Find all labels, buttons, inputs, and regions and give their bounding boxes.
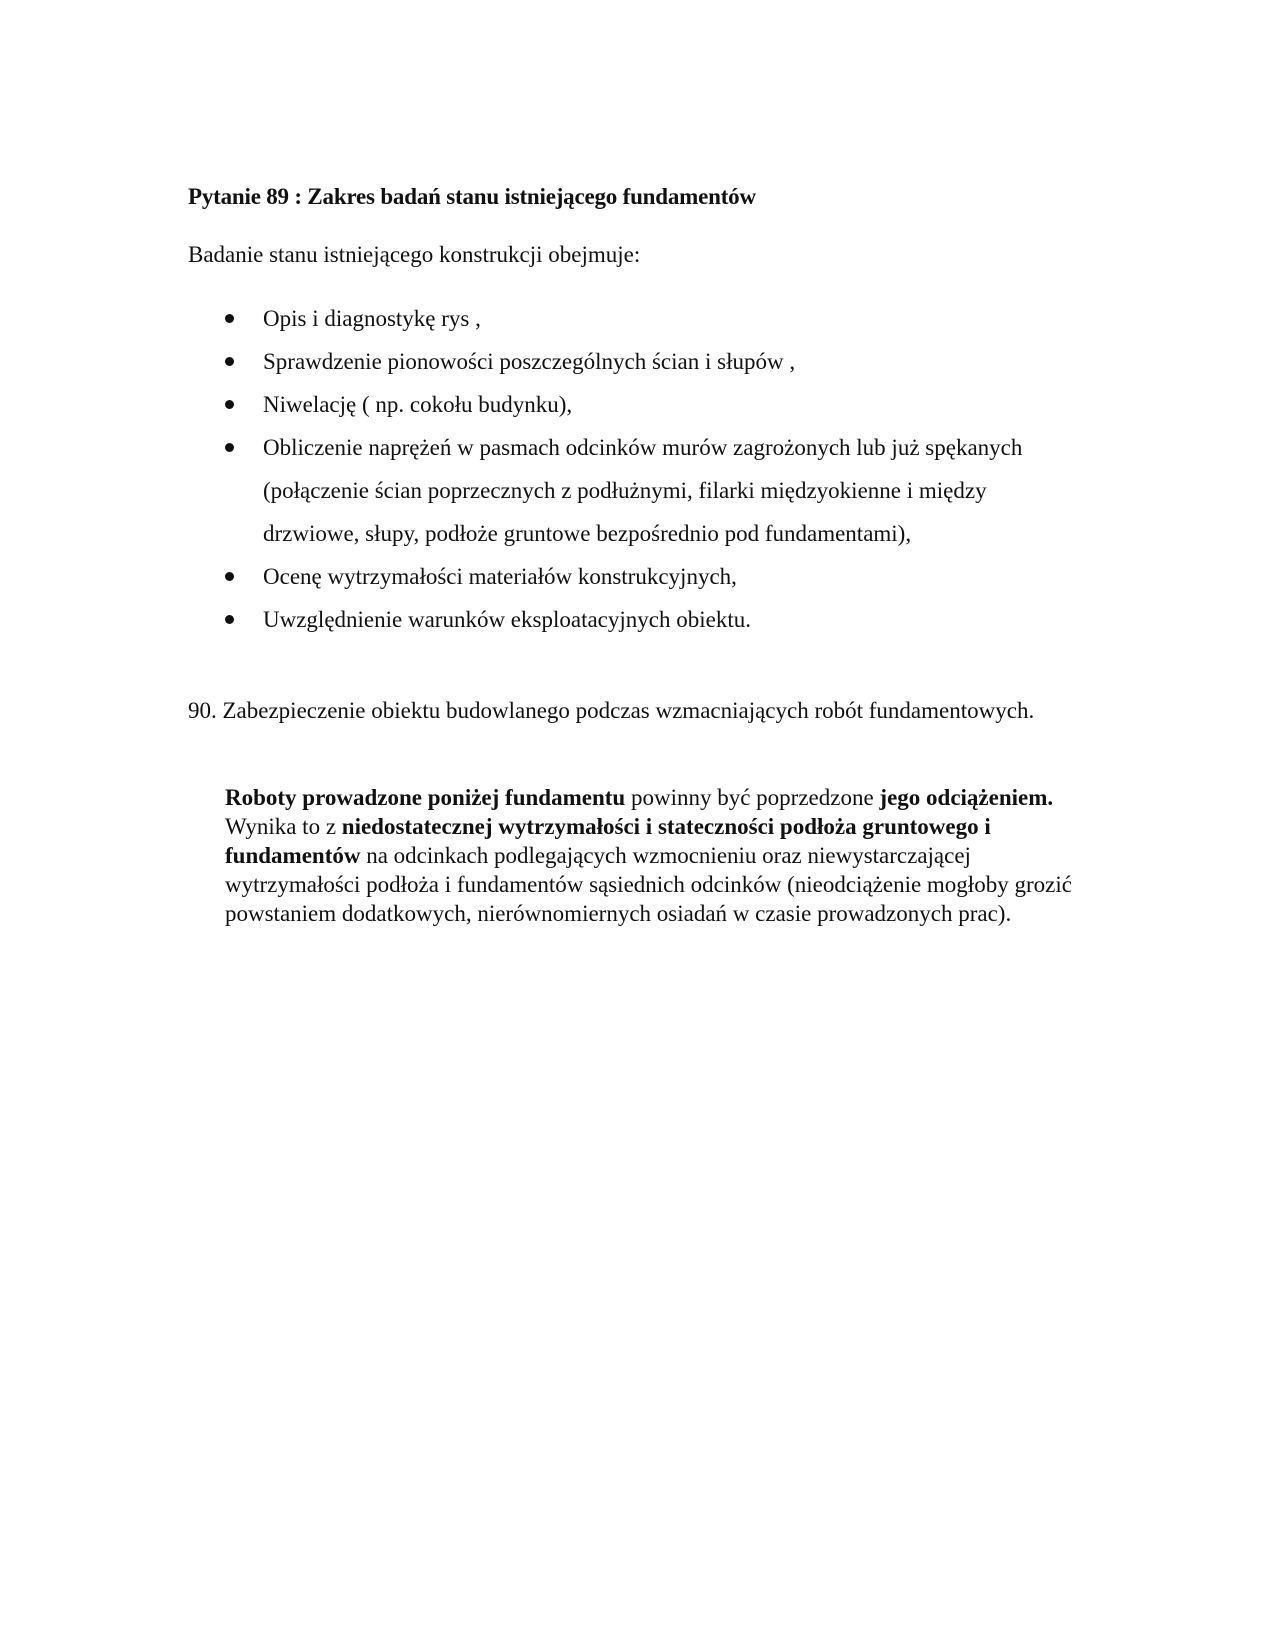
text-run: Wynika to z <box>225 814 342 839</box>
list-item-text: Sprawdzenie pionowości poszczególnych ścian i słupów , <box>263 349 796 374</box>
list-item-note: (połączenie ścian poprzecznych z podłużnymi, filarki międzyokienne i między drzwiowe, słupy, podłoże gruntowe bezpośrednio pod fundamentami), <box>263 478 987 546</box>
question-heading: Pytanie 89 : Zakres badań stanu istniejącego fundamentów <box>188 184 756 209</box>
list-item <box>225 555 1065 598</box>
list-item <box>225 598 1065 641</box>
bullet-list <box>225 297 1065 641</box>
bullet-icon <box>225 443 234 452</box>
bold-phrase: Roboty prowadzone poniżej fundamentu <box>225 785 626 810</box>
list-item <box>225 426 1065 555</box>
bold-phrase: jego odciążeniem. <box>879 785 1054 810</box>
list-item-text: Opis i diagnostykę rys , <box>263 306 481 331</box>
bullet-icon <box>225 400 234 409</box>
list-item <box>225 383 1065 426</box>
list-item-text: Ocenę wytrzymałości materiałów konstrukcyjnych, <box>263 564 737 589</box>
bold-phrase: niedostatecznej wytrzymałości i stateczności podłoża gruntowego i fundamentów <box>225 814 991 868</box>
text-run: na odcinkach podlegających wzmocnieniu oraz niewystarczającej wytrzymałości podłoża i fundamentów sąsiednich odcinków (nieodciążenie mogłoby grozić powstaniem dodatkowych, nierównomiernych osiadań w czasie prowadzonych prac). <box>225 843 1072 926</box>
list-item-text: Obliczenie naprężeń w pasmach odcinków murów zagrożonych lub już spękanych <box>263 435 1023 460</box>
intro-text: Badanie stanu istniejącego konstrukcji obejmuje: <box>188 242 641 267</box>
list-item <box>225 297 1065 340</box>
answer-paragraph <box>225 783 1075 928</box>
list-item-text: Uwzględnienie warunków eksploatacyjnych obiektu. <box>263 607 751 632</box>
text-run: powinny być poprzedzone <box>625 785 880 810</box>
bullet-icon <box>225 357 234 366</box>
list-item <box>225 340 1065 383</box>
bullet-icon <box>225 615 234 624</box>
bullet-icon <box>225 314 234 323</box>
list-item-text: Niwelację ( np. cokołu budynku), <box>263 392 573 417</box>
section-90-heading: 90. Zabezpieczenie obiektu budowlanego podczas wzmacniających robót fundamentowych. <box>188 698 1035 723</box>
bullet-icon <box>225 572 234 581</box>
